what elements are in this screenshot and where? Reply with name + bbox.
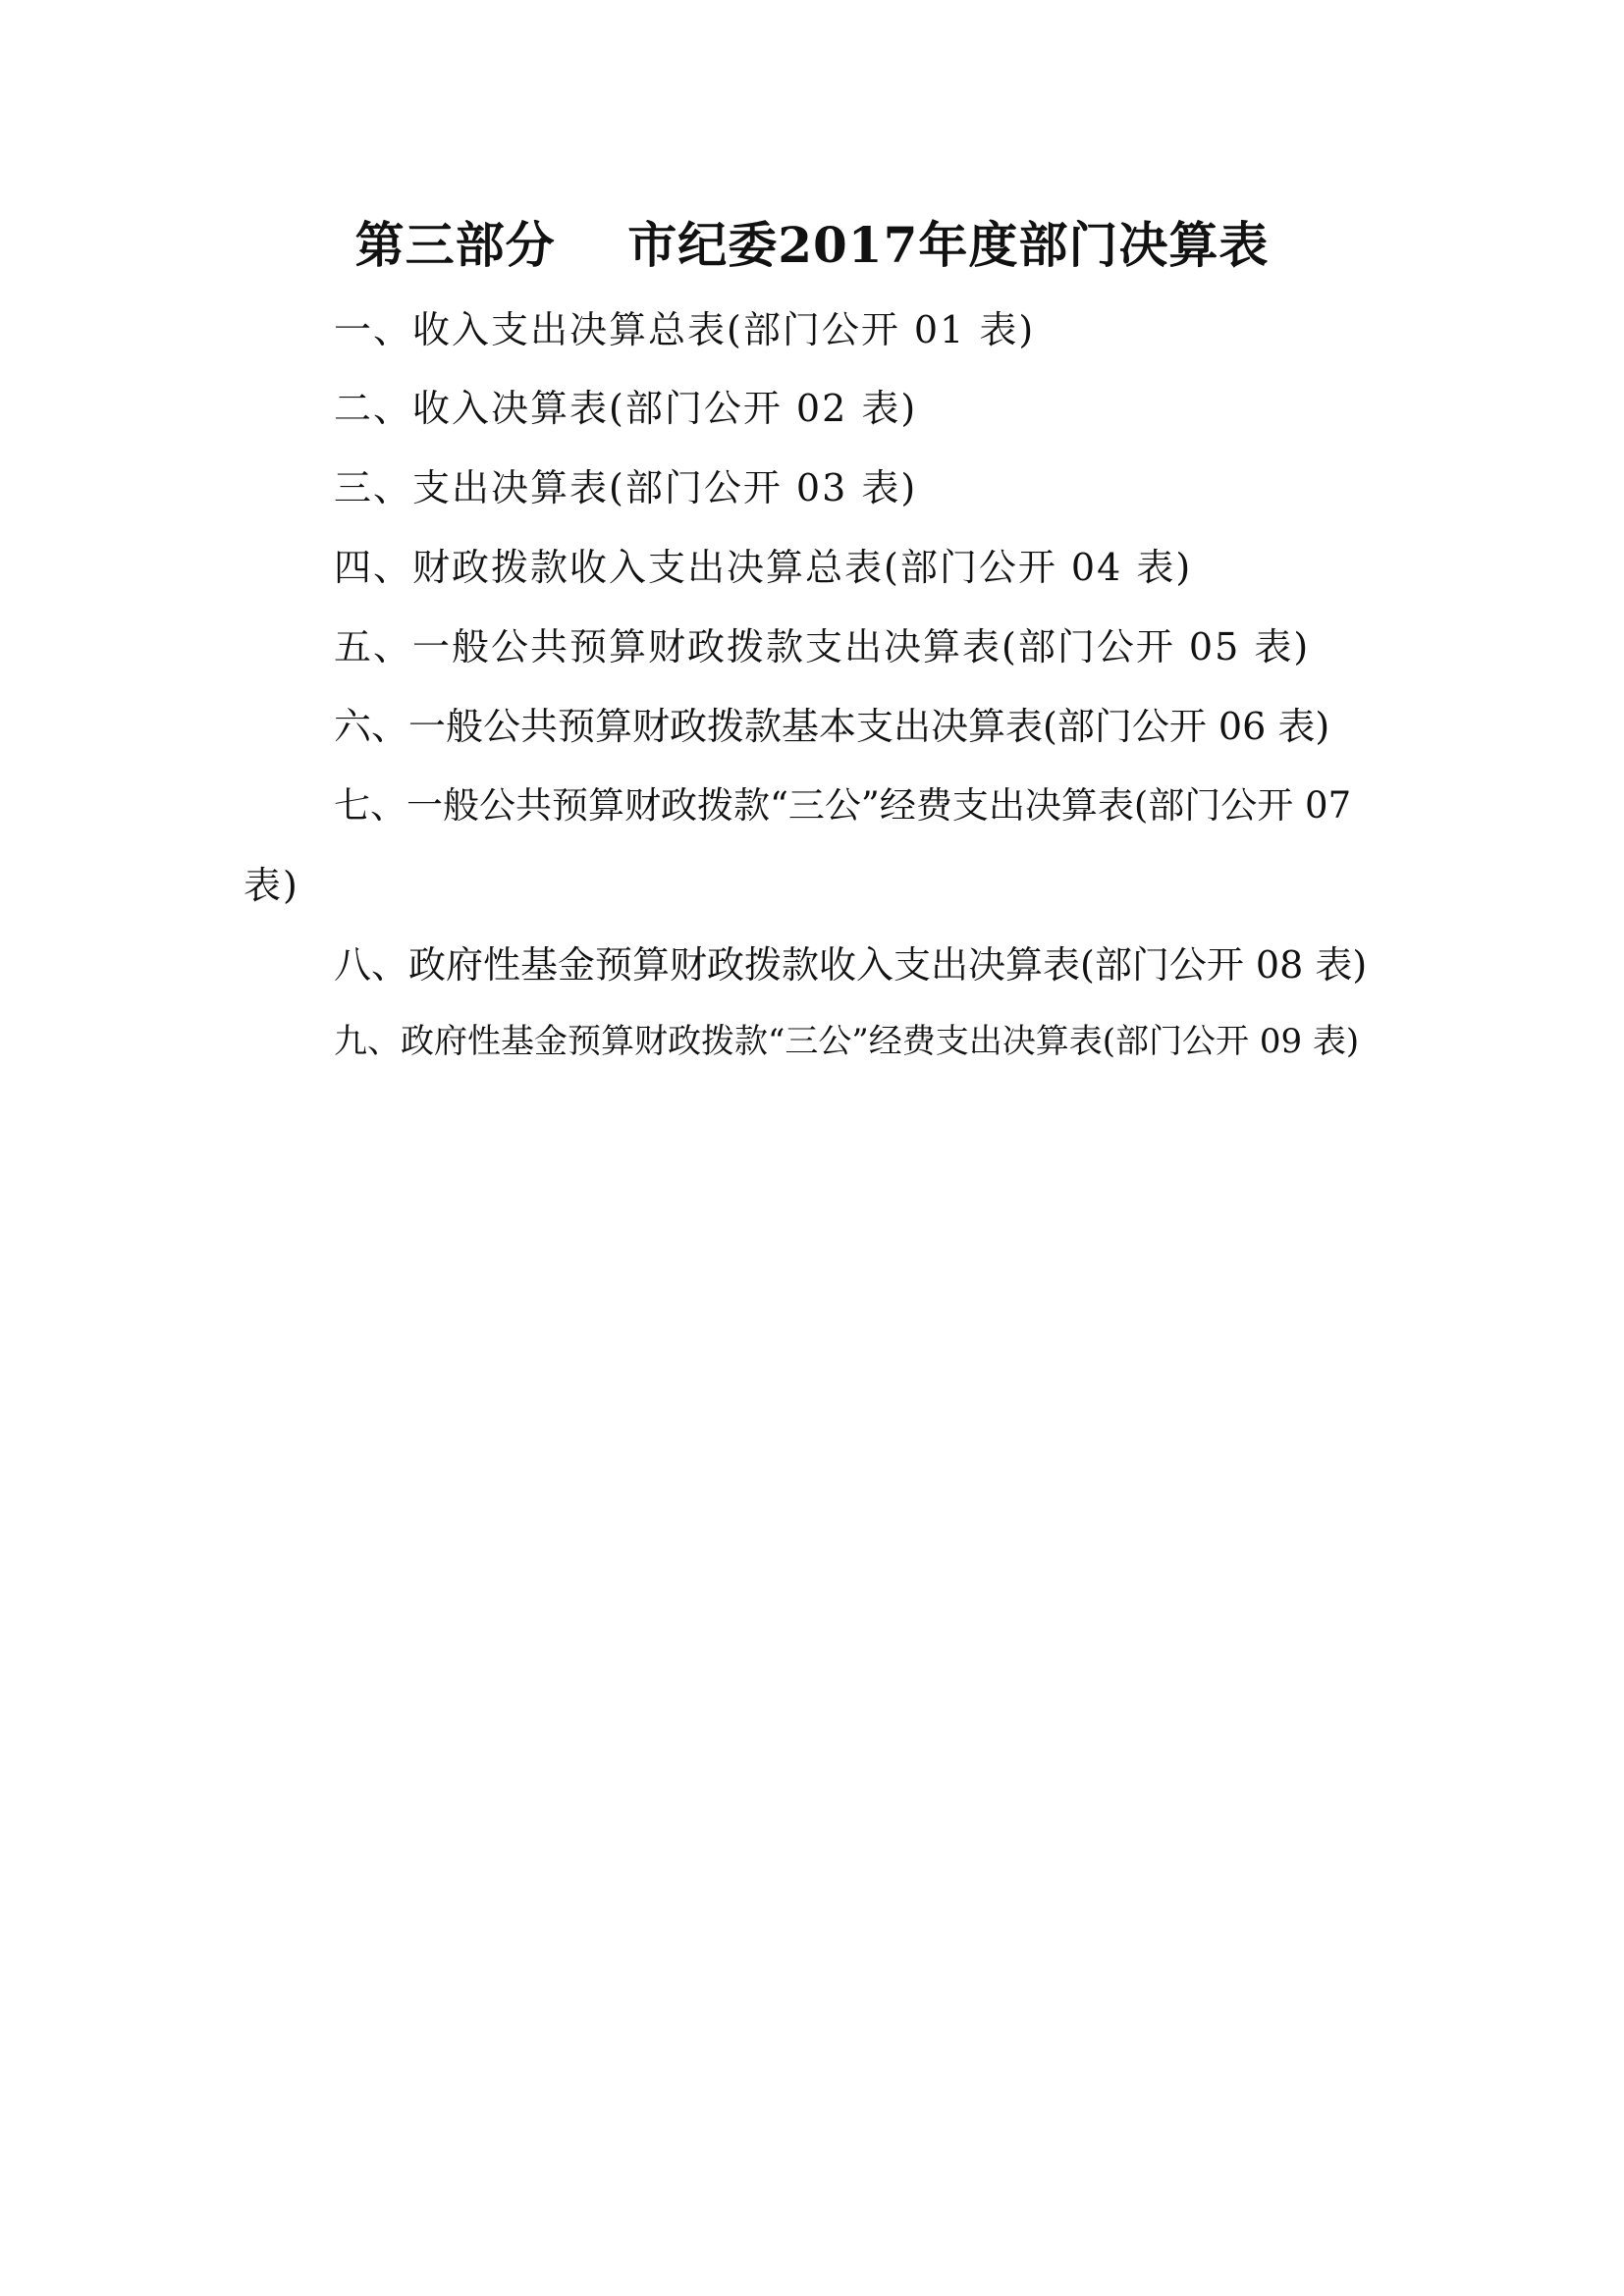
toc-item-7: 七、一般公共预算财政拨款“三公”经费支出决算表(部门公开 07 — [334, 784, 1352, 827]
toc-item-2: 二、收入决算表(部门公开 02 表) — [334, 387, 918, 430]
toc-item-1: 一、收入支出决算总表(部门公开 01 表) — [334, 308, 1036, 351]
toc-item-8: 八、政府性基金预算财政拨款收入支出决算表(部门公开 08 表) — [334, 943, 1368, 987]
toc-item-5: 五、一般公共预算财政拨款支出决算表(部门公开 05 表) — [334, 625, 1311, 668]
toc-item-9: 九、政府性基金预算财政拨款“三公”经费支出决算表(部门公开 09 表) — [334, 1022, 1360, 1061]
page-title: 第三部分 市纪委2017年度部门决算表 — [354, 216, 1270, 274]
toc-item-6: 六、一般公共预算财政拨款基本支出决算表(部门公开 06 表) — [334, 705, 1330, 748]
toc-item-4: 四、财政拨款收入支出决算总表(部门公开 04 表) — [334, 546, 1193, 589]
toc-item-7-continuation: 表) — [244, 864, 299, 907]
toc-item-3: 三、支出决算表(部门公开 03 表) — [334, 466, 918, 509]
